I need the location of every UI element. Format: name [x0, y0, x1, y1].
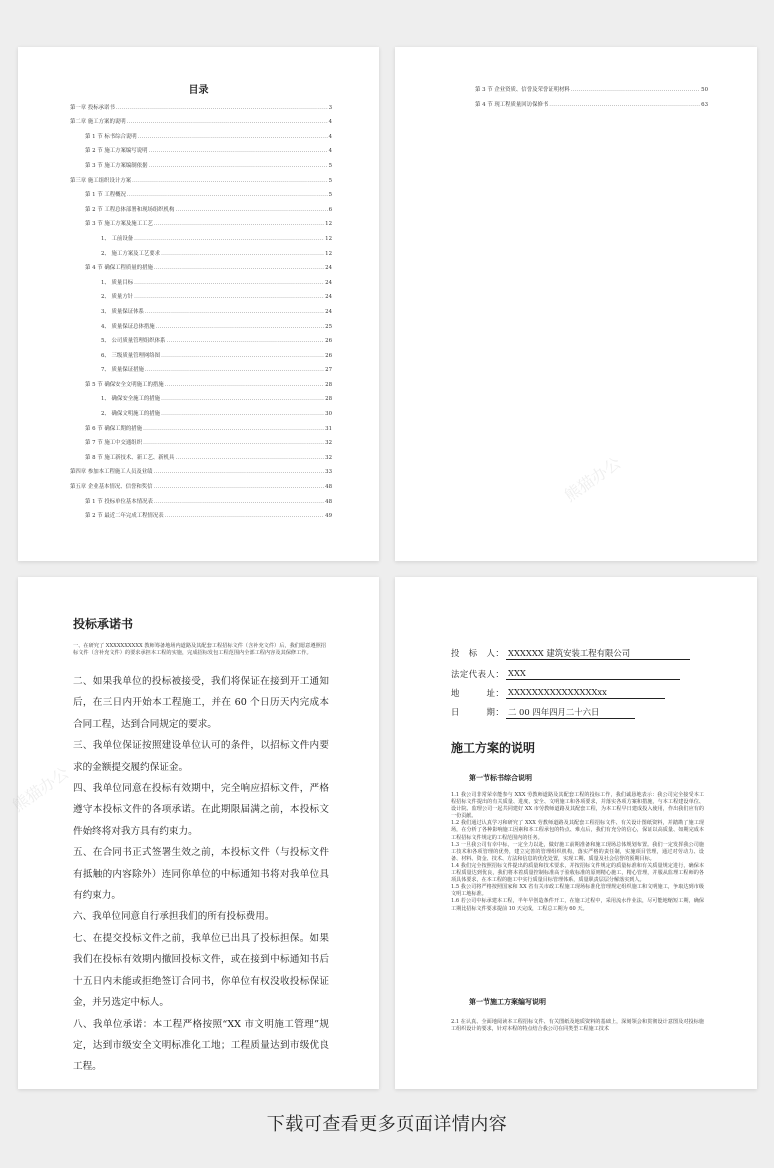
pledge-item: 六、我单位同意自行承担我们的所有投标费用。 — [73, 911, 275, 923]
plan-paragraph: 1.1 我公司非常荣幸能参与 XXX 劳教师道路及其配套工程的投标工作，我们诚恳地表示：我公司完全接受本工程招标文件提出的有关质量、进度、安全、文明施工和各项要求，并落实各项方案和措施，与本工程建设单位、设计院、监理公司一起共同建好 XX 市劳教师道路及其配套工程，为本工程早日建成投入使用，作出我们应有的一份贡献。 — [451, 792, 704, 820]
toc-leader-dots — [154, 265, 324, 272]
toc-leader-dots — [154, 499, 324, 506]
toc-leader-dots — [127, 192, 328, 199]
pledge-item: 四、我单位同意在投标有效期中，完全响应招标文件，严格遵守本投标文件的各项承诺。在此期限届满之前，本投标文件始终将对我方具有约束力。 — [73, 783, 329, 837]
download-more-footer: 下载可查看更多页面详情内容 — [266, 1114, 508, 1135]
toc-entry-page: 49 — [325, 513, 332, 520]
toc-entry — [70, 433, 332, 448]
toc-entry-title: 1、 质量目标 — [101, 279, 134, 286]
toc-entry — [70, 141, 332, 156]
toc-entry-title: 4、 质量保证总体措施 — [101, 323, 155, 330]
toc-entry — [70, 301, 332, 316]
toc-entry — [70, 112, 332, 127]
toc-entry — [70, 331, 332, 346]
toc-entry — [70, 243, 332, 258]
pledge-item: 八、我单位承诺：本工程严格按照“XX 市文明施工管理”规定，达到市级安全文明标准化工地；工程质量达到市级优良工程。 — [73, 1018, 329, 1073]
bidder-field — [451, 647, 690, 660]
pledge-item: 二、如果我单位的投标被接受，我们将保证在接到开工通知后，在三日内开始本工程施工，并在 60 个日历天内完成本合同工程，达到合同规定的要求。 — [73, 676, 329, 730]
toc-entry-page: 32 — [325, 454, 332, 461]
toc-entry-title: 1、 确保安全施工的措施 — [101, 396, 161, 403]
legal-rep-field — [451, 668, 680, 680]
toc-leader-dots — [134, 294, 324, 301]
toc-entry — [70, 97, 332, 112]
field-value: XXXXXXXXXXXXXXXxx — [506, 687, 665, 699]
toc-entry-title: 7、 质量保证措施 — [101, 367, 144, 374]
toc-entry — [70, 214, 332, 229]
subsection-heading: 第一节施工方案编写说明 — [469, 998, 546, 1006]
field-value: XXX — [506, 668, 680, 680]
pledge-page — [8, 577, 379, 1089]
watermark: 熊猫办公 — [560, 453, 625, 506]
paragraphs — [451, 792, 704, 913]
toc-entry — [70, 316, 332, 331]
toc-entry-title: 第 2 节 最近二年完成工程情况表 — [85, 513, 164, 520]
toc-leader-dots — [549, 102, 700, 109]
toc-entry-title: 第 4 节 现工程质量回访保修书 — [475, 102, 549, 108]
pledge-intro: 一、在研究了 XXXXXXXXXX 教师筹备地场内道路及其配套工程招标文件（含补充文件）后，我们愿意遵照招标文件（含补充文件）的要求承担本工程的实施，完成招标发包工程范围内全部工程内容及其保修工作。 — [73, 643, 326, 657]
toc-entry — [70, 287, 332, 302]
toc-entry-page: 6 — [328, 206, 332, 213]
toc-entry — [70, 403, 332, 418]
toc-entry-title: 第 7 节 施工中交通组织 — [85, 440, 143, 447]
toc-entry-page: 24 — [325, 279, 332, 286]
toc-leader-dots — [138, 134, 328, 141]
plan-paragraph: 1.2 我们通过认真学习和研究了 XXX 劳教师道路及其配套工程招标文件、有关设计图纸资料，并踏勘了施工现场，在分析了各种影响施工因素和本工程承包的特点、难点后，我们有充分的信心，保证以高质量、如期完成本工程招标文件规定的工程范围内的任务。 — [451, 820, 704, 841]
toc-entry-title: 第 6 节 确保工期的措施 — [85, 425, 143, 432]
toc-entry — [70, 462, 332, 477]
toc-leader-dots — [134, 280, 324, 287]
toc-leader-dots — [127, 119, 328, 126]
pledge-title: 投标承诺书 — [73, 617, 134, 631]
toc-entry — [70, 228, 332, 243]
toc-entry-page: 24 — [325, 294, 332, 301]
toc-entry-page: 30 — [325, 411, 332, 418]
field-label: 投 标 人： — [451, 648, 505, 658]
toc-entry-title: 第 4 节 确保工程质量的措施 — [85, 265, 153, 272]
paragraph: 2.1 在认真、全面地阅读本工程招标文件、有关图纸及地质资料的基础上，深刻领会和贯彻设计意图及对投标施工组织设计的要求，针对本程的特点结合我公司在同类型工程施工技术 — [451, 1019, 704, 1033]
toc-entry-title: 2、 确保文明施工的措施 — [101, 411, 161, 418]
toc-entry-page: 24 — [325, 265, 332, 272]
toc-entry-title: 第四章 参加本工程施工人员及业绩 — [70, 469, 153, 476]
toc-entry — [70, 345, 332, 360]
section-heading: 施工方案的说明 — [451, 741, 536, 755]
toc-page-1 — [18, 47, 379, 561]
toc-entry — [70, 170, 332, 185]
toc-leader-dots — [148, 148, 327, 155]
toc-entry-title: 6、 三级质量管理网络图 — [101, 352, 161, 359]
toc-leader-dots — [165, 513, 324, 520]
toc-entry-title: 5、 公司质量管理组织体系 — [101, 338, 166, 345]
toc-leader-dots — [154, 221, 324, 228]
toc-entry-page: 12 — [325, 235, 332, 242]
toc-entry-title: 第 3 节 企业资质、信誉及荣誉证明材料 — [475, 87, 570, 93]
toc-entry-page: 48 — [325, 498, 332, 505]
toc-leader-dots — [175, 207, 327, 214]
toc-entry-page: 26 — [325, 338, 332, 345]
toc-leader-dots — [165, 382, 324, 389]
toc-entry — [70, 258, 332, 273]
toc-page-2 — [395, 47, 757, 561]
toc-entry-title: 1、 工前设备 — [101, 235, 134, 242]
toc-leader-dots — [161, 251, 324, 258]
toc-entry — [70, 155, 332, 170]
watermark: 熊猫办公 — [8, 763, 73, 816]
toc-entry-title: 第三章 施工组织设计方案 — [70, 177, 132, 184]
toc-entry — [70, 185, 332, 200]
toc-entry-title: 2、 施工方案及工艺要求 — [101, 250, 161, 257]
toc-entry — [70, 272, 332, 287]
toc-leader-dots — [145, 309, 324, 316]
toc-entry-page: 48 — [325, 484, 332, 491]
toc-leader-dots — [175, 455, 324, 462]
toc-entry — [70, 389, 332, 404]
toc-leader-dots — [116, 105, 328, 112]
toc-entry — [460, 94, 708, 109]
toc-entry-title: 第五章 企业基本情况、信誉和奖信 — [70, 484, 153, 491]
plan-paragraph: 1.5 我公司将严格按照国家和 XX 省有关市政工程施工现场标准化管理规定组织施工和文明施工，争取达到市级文明工地标准。 — [451, 884, 704, 898]
toc-entry-page: 28 — [325, 381, 332, 388]
toc-title: 目录 — [188, 85, 209, 96]
toc-entry — [70, 476, 332, 491]
toc-entry — [70, 126, 332, 141]
toc-entry-title: 第 5 节 确保安全文明施工的措施 — [85, 381, 164, 388]
toc-entry — [460, 79, 708, 94]
toc-entry-title: 第 1 节 工程概况 — [85, 192, 126, 199]
toc-entry — [70, 506, 332, 521]
field-value: 二 00 四年四月二十六日 — [506, 706, 635, 719]
toc-entry — [70, 374, 332, 389]
field-label: 日 期： — [451, 707, 505, 717]
pledge-item: 三、我单位保证按照建设单位认可的条件，以招标文件内要求的金额提交履约保证金。 — [73, 740, 329, 773]
toc-entry-page: 4 — [328, 148, 332, 155]
toc-leader-dots — [161, 353, 324, 360]
toc-entry-title: 第 2 节 工程总体部署和现场组织机构 — [85, 206, 175, 213]
toc-entry-page: 25 — [325, 323, 332, 330]
toc-entry-title: 第一章 投标承诺书 — [70, 104, 115, 111]
field-label: 法定代表人： — [451, 669, 505, 679]
toc-entry — [70, 418, 332, 433]
toc-entry-page: 24 — [325, 308, 332, 315]
toc-entry — [70, 199, 332, 214]
toc-entry-title: 第 8 节 施工新技术、新工艺、新机具 — [85, 454, 175, 461]
address-field — [451, 687, 665, 699]
toc-leader-dots — [161, 396, 324, 403]
toc-entry-page: 27 — [325, 367, 332, 374]
toc-entry-title: 第 3 节 施工方案编制依据 — [85, 162, 148, 169]
toc-leader-dots — [134, 236, 324, 243]
toc-entry-title: 第 3 节 施工方案及施工工艺 — [85, 221, 153, 228]
toc-leader-dots — [148, 163, 327, 170]
toc-entry — [70, 447, 332, 462]
toc-entry-page: 12 — [325, 250, 332, 257]
toc-entry-page: 5 — [328, 192, 332, 199]
toc-entry-page: 12 — [325, 221, 332, 228]
plan-paragraph: 1.3 一旦我公司有幸中标，一定全力以赴，做好施工前期准备和施工现场总体规划布置。我们一定发挥我公司施工技术和各项管理的优势，建立完善的管理组织机构，落实严格的责任制，实施项目管理，通过对劳动力、设备、材料、资金、技术、方法和信息的优化处置，实现工期、质量及社会信誉的预期目标。 — [451, 841, 704, 862]
toc-entry-page: 26 — [325, 352, 332, 359]
toc-entry — [70, 360, 332, 375]
toc-leader-dots — [166, 338, 324, 345]
toc-leader-dots — [143, 440, 324, 447]
toc-entry-page: 4 — [328, 133, 332, 140]
toc-entry-title: 2、 质量方针 — [101, 294, 134, 301]
toc-leader-dots — [132, 178, 328, 185]
toc-entry-page: 3 — [328, 104, 332, 111]
pledge-item: 七、在提交投标文件之前，我单位已出具了投标担保。如果我们在投标有效期内撤回投标文件，或在接到中标通知书后十五日内未能或拒绝签订合同书，你单位有权没收投标保证金，并另选定中标人。 — [73, 932, 329, 1009]
toc-entry — [70, 491, 332, 506]
toc-list-continued — [460, 79, 708, 109]
toc-leader-dots — [571, 87, 700, 94]
toc-leader-dots — [154, 484, 325, 491]
toc-leader-dots — [154, 469, 325, 476]
pledge-body — [73, 671, 329, 1078]
field-label: 地 址： — [451, 688, 505, 698]
toc-entry-page: 4 — [328, 119, 332, 126]
toc-entry-title: 第 1 节 标书综合说明 — [85, 133, 137, 140]
toc-entry-page: 28 — [325, 396, 332, 403]
pledge-item: 五、在合同书正式签署生效之前，本投标文件（与投标文件有抵触的内容除外）连同你单位的中标通知书将对我单位具有约束力。 — [73, 847, 329, 902]
toc-entry-page: 31 — [325, 425, 332, 432]
plan-paragraph: 1.4 我们完全按照招标文件提出的质量和技术要求，并按招标文件规定的质量标准和有关质量规定进行，确保本工程质量达到优良，我们将本着质量控制标准高于验收标准的原则精心施工，精心管理，并服从监理工程师的各项具体要求，在本工程的施工中实行质量目标管理体系，质量职责层层分解落实到人。 — [451, 862, 704, 884]
toc-leader-dots — [161, 411, 324, 418]
date-field — [451, 706, 635, 719]
toc-entry-page: 63 — [701, 102, 708, 108]
toc-leader-dots — [145, 367, 324, 374]
toc-leader-dots — [143, 426, 324, 433]
toc-entry-page: 33 — [325, 469, 332, 476]
toc-entry-title: 第 1 节 投标单位基本情况表 — [85, 498, 153, 505]
plan-paragraph: 1.6 若公司中标承建本工程，半年早创造条件开工，在施工过程中，采用流水作业法，尽可能地缩短工期，确保工期比招标文件要求提前 10 天完成，工程总工期为 60 天。 — [451, 898, 704, 912]
toc-entry-page: 5 — [328, 177, 332, 184]
toc-entry-title: 第二章 施工方案的说明 — [70, 119, 126, 126]
toc-leader-dots — [156, 324, 324, 331]
toc-list — [70, 97, 332, 520]
construction-plan-page — [395, 577, 757, 1089]
field-value: XXXXXX 建筑安装工程有限公司 — [506, 647, 690, 660]
toc-entry-page: 32 — [325, 440, 332, 447]
subsection-heading: 第一节标书综合说明 — [469, 774, 532, 782]
toc-entry-page: 50 — [701, 87, 708, 93]
toc-entry-page: 5 — [328, 162, 332, 169]
toc-entry-title: 第 2 节 施工方案编写说明 — [85, 148, 148, 155]
toc-entry-title: 3、 质量保证体系 — [101, 308, 144, 315]
